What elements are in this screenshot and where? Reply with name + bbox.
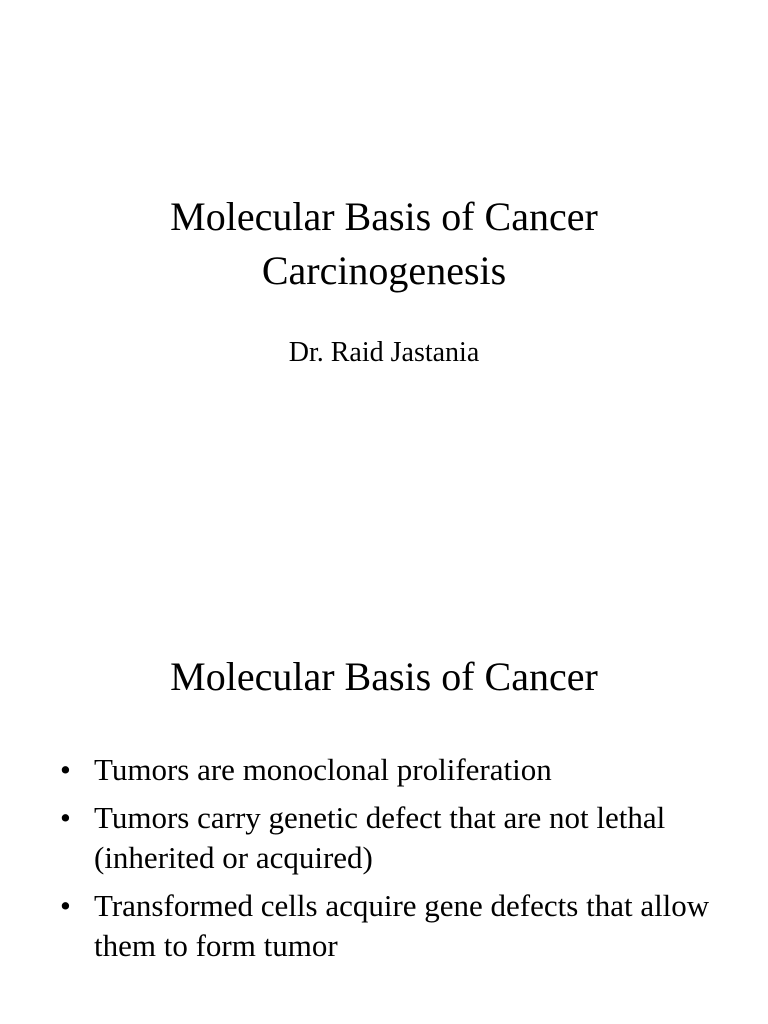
bullet-item xyxy=(60,798,720,878)
bullet-text: Tumors are monoclonal proliferation xyxy=(94,752,552,787)
bullet-item xyxy=(60,750,720,790)
bullet-item xyxy=(60,886,720,966)
title-line-2: Carcinogenesis xyxy=(261,248,507,293)
bullet-text: Transformed cells acquire gene defects that allow them to form tumor xyxy=(94,888,710,963)
bullet-list xyxy=(60,750,720,974)
author-name: Dr. Raid Jastania xyxy=(288,337,480,368)
bullet-dot-icon: • xyxy=(60,888,71,923)
bullet-dot-icon: • xyxy=(60,752,71,787)
title-line-1: Molecular Basis of Cancer xyxy=(170,194,598,239)
bullet-dot-icon: • xyxy=(60,800,71,835)
slide-heading: Molecular Basis of Cancer xyxy=(170,654,598,699)
slide-title xyxy=(0,190,768,298)
bullet-text: Tumors carry genetic defect that are not lethal (inherited or acquired) xyxy=(94,800,666,875)
content-slide xyxy=(0,512,768,1024)
